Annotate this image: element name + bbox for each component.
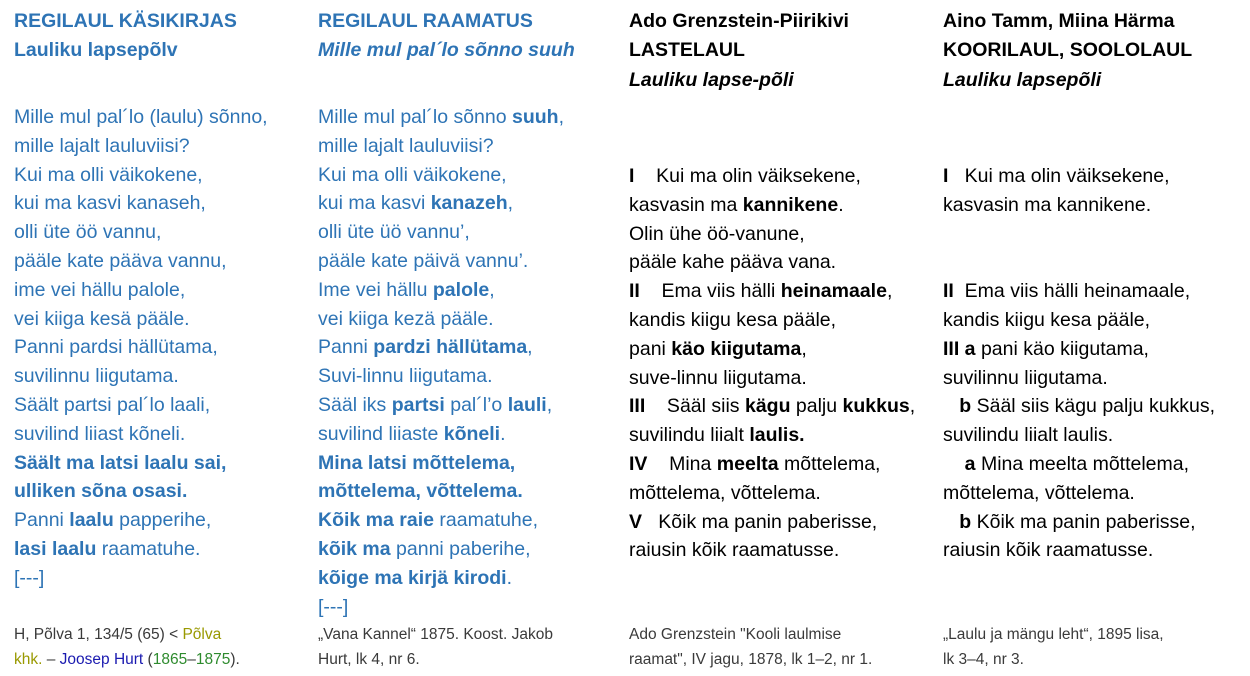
column-choir-song [943,0,1243,676]
source-note: „Laulu ja mängu leht“, 1895 lisa, lk 3–4, nr 3. [943,626,1164,668]
lyric-segment: , [886,280,893,303]
lyric-line [943,162,1215,191]
lyric-segment: Kõik ma panin paberisse, [642,510,878,533]
lyric-line [318,593,564,622]
lyric-segment: b [943,510,972,533]
lyric-segment: laalu [69,509,114,532]
lyric-segment: käo kiigutama [671,337,802,360]
source-note: Ado Grenzstein "Kooli laulmise raamat", IV jagu, 1878, lk 1–2, nr 1. [629,626,873,668]
lyric-line [943,364,1215,393]
lyric-segment: . [506,566,512,589]
lyric-line [629,306,915,335]
lyric-line [14,276,268,305]
lyric-segment: pani [629,337,672,360]
lyric-segment: kannikene [742,193,839,216]
lyric-segment: pani käo kiigutama, [975,337,1149,360]
lyric-line [943,392,1215,421]
lyric-segment: kõneli [443,422,501,445]
lyric-segment: pal´l’o [444,393,508,416]
lyric-segment: Säält ma latsi laalu sai, [14,451,227,474]
lyric-line [943,479,1215,508]
lyric-segment: mõttelema, [778,452,881,475]
lyrics-block [14,103,268,593]
lyric-segment: Ema viis hälli [639,280,781,303]
lyric-segment: kasvasin ma kannikene. [943,193,1152,216]
lyric-segment: pääle kahe pääva vana. [629,251,837,274]
lyric-segment: vei kiiga kesä pääle. [14,307,190,330]
lyric-line [629,479,915,508]
lyric-segment: raamatuhe, [433,509,539,532]
column-subtitle: Lauliku lapsepõlv [14,39,178,61]
lyric-line [318,218,564,247]
lyric-segment: palole [432,278,490,301]
lyric-segment: mõttelema, võttelema. [318,480,523,503]
lyric-line [14,218,268,247]
lyric-segment: kõige ma kirjä kirodi [318,566,507,589]
lyrics-block [629,162,915,565]
lyric-segment: , [489,278,495,301]
lyric-line [943,248,1215,277]
lyric-segment: , [546,393,553,416]
column-author: Aino Tamm, Miina Härma [943,10,1175,32]
lyric-segment: Mina [647,452,717,475]
lyric-segment: Panni [318,336,374,359]
lyric-segment: Olin ühe öö-vanune, [629,222,805,245]
lyric-line [629,277,915,306]
lyric-segment: Mille mul pal´lo (laulu) sõnno, [14,106,268,128]
lyric-segment: suve-linnu liigutama. [629,366,807,389]
column-subtitle: Lauliku lapse-põli [629,69,794,91]
lyric-line [318,362,564,391]
lyric-segment: olli üte üö vannu’, [318,221,470,244]
lyric-segment: II [943,280,954,303]
lyric-segment: raamatuhe. [96,537,201,560]
lyric-line [14,189,268,218]
lyric-line [318,564,564,593]
lyric-line [14,477,268,506]
lyric-line [943,421,1215,450]
lyric-line [629,364,915,393]
lyric-segment: Mille mul pal´lo sõnno [318,106,513,128]
lyric-line [318,506,564,535]
lyric-line [943,335,1215,364]
lyric-line [14,333,268,362]
lyric-segment: Kui ma olli väikokene, [14,163,203,186]
lyric-segment: b [943,395,972,418]
lyric-segment: kõik ma [318,537,391,560]
lyrics-block [943,162,1215,565]
lyric-segment: Ime vei hällu [318,278,433,301]
lyric-segment: , [558,106,565,128]
column-title: LASTELAUL [629,39,745,61]
lyric-segment: a [943,452,976,475]
lyric-line [318,420,564,449]
lyric-segment: [---] [14,566,45,589]
lyric-segment: papperihe, [113,509,212,532]
lyric-segment: , [801,337,807,360]
lyric-segment: suuh [512,106,559,128]
lyric-line [318,276,564,305]
lyric-line [629,191,915,220]
lyric-line [318,161,564,190]
lyric-line [943,191,1215,220]
source-collector: Joosep Hurt [59,651,144,668]
lyric-line [318,132,564,161]
lyric-segment: pääle kate pääva vannu, [14,249,227,272]
lyric-segment: [---] [318,595,349,618]
lyric-line [14,247,268,276]
lyric-line [318,189,564,218]
lyric-line [14,305,268,334]
lyric-segment: Kui ma olin väiksekene, [948,165,1170,187]
column-children-song [629,0,937,676]
lyric-segment: mõttelema, võttelema. [629,481,821,504]
lyric-segment: ime vei hällu palole, [14,278,186,301]
lyric-line [629,421,915,450]
lyric-segment: Kui ma olin väiksekene, [634,165,861,187]
lyric-segment: , [909,395,916,418]
lyric-line [943,450,1215,479]
lyric-segment: Sääl siis kägu palju kukkus, [971,395,1216,418]
lyric-segment: , [527,336,533,359]
lyric-line [943,306,1215,335]
lyric-line [14,506,268,535]
lyric-line [318,391,564,420]
source-note: „Vana Kannel“ 1875. Koost. Jakob Hurt, lk 4, nr 6. [318,626,553,668]
lyric-line [14,132,268,161]
lyric-segment: panni paberihe, [390,537,531,560]
lyric-segment: Panni [14,509,70,532]
lyrics-block [318,103,564,621]
lyric-line [318,333,564,362]
column-title: REGILAUL RAAMATUS [318,10,533,32]
lyric-line [318,535,564,564]
lyric-segment: laulis. [749,424,805,447]
column-manuscript [14,0,312,676]
lyric-line [318,477,564,506]
lyric-line [318,103,564,132]
lyric-segment: suvilinnu liigutama. [14,365,179,388]
lyric-line [629,392,915,421]
lyric-segment: lasi laalu [14,537,97,560]
column-title: KOORILAUL, SOOLOLAUL [943,39,1193,61]
lyric-line [14,391,268,420]
lyric-segment: partsi [391,393,445,416]
lyric-line [318,449,564,478]
column-book [318,0,624,676]
lyric-segment: . [838,193,844,216]
lyric-line [14,535,268,564]
lyric-segment: heinamaale [780,280,887,303]
lyric-segment: Panni pardsi hällütama, [14,336,218,359]
lyric-segment: suvilinnu liigutama. [943,366,1108,389]
lyric-segment: Kõik ma raie [318,509,434,532]
lyric-segment: mille lajalt lauluviisi? [318,134,494,157]
lyric-segment: Kui ma olli väikokene, [318,163,507,186]
lyric-segment: II [629,280,640,303]
lyric-segment: mõttelema, võttelema. [943,481,1135,504]
lyric-segment: pääle kate päivä vannu’. [318,249,529,272]
lyric-segment: Suvi-linnu liigutama. [318,365,493,388]
source-note: H, Põlva 1, 134/5 (65) < Põlva khk. – Joosep Hurt (1865–1875). [14,626,240,668]
lyric-line [943,536,1215,565]
lyric-segment: suvilindu liialt laulis. [943,424,1114,447]
lyric-segment: I [629,165,635,187]
lyric-line [14,362,268,391]
lyric-segment: suvilind liiaste [318,422,444,445]
lyric-line [14,161,268,190]
lyric-segment: . [500,422,506,445]
lyric-segment: Sääl siis [645,395,745,418]
lyric-line [14,449,268,478]
lyric-segment: , [507,192,514,215]
lyric-line [318,247,564,276]
lyric-line [629,508,915,537]
lyric-line [629,162,915,191]
lyric-segment: Säält partsi pal´lo laali, [14,393,211,416]
lyric-segment: suvilind liiast kõneli. [14,422,186,445]
lyric-segment: III [629,395,646,418]
lyric-segment: vei kiiga kezä pääle. [318,307,494,330]
lyric-segment: pardzi hällütama [373,336,528,359]
lyric-line [943,220,1215,249]
source-place: Põlva [182,626,222,643]
lyric-segment: kui ma kasvi [318,192,431,215]
lyric-line [14,103,268,132]
lyric-line [629,248,915,277]
column-title: REGILAUL KÄSIKIRJAS [14,10,237,32]
column-subtitle: Mille mul pal´lo sõnno suuh [318,39,575,61]
lyric-segment: kui ma kasvi kanaseh, [14,192,206,215]
lyric-line [629,536,915,565]
lyric-segment: olli üte öö vannu, [14,221,162,244]
lyric-segment: I [943,165,949,187]
lyric-segment: kandis kiigu kesa pääle, [943,308,1151,331]
lyric-segment: III a [943,337,976,360]
lyric-segment: Mina latsi mõttelema, [318,451,516,474]
lyric-segment: kandis kiigu kesa pääle, [629,308,837,331]
lyric-line [14,564,268,593]
lyric-line [943,277,1215,306]
lyric-segment: lauli [507,393,547,416]
lyric-segment: raiusin kõik raamatusse. [629,539,840,562]
column-subtitle: Lauliku lapsepõli [943,69,1102,91]
lyric-segment: IV [629,452,648,475]
lyric-segment: Kõik ma panin paberisse, [971,510,1196,533]
lyric-segment: kasvasin ma [629,193,743,216]
lyric-segment: suvilindu liialt [629,424,750,447]
lyric-segment: ulliken sõna osasi. [14,480,188,503]
lyric-line [318,305,564,334]
lyric-segment: Sääl iks [318,393,392,416]
column-author: Ado Grenzstein-Piirikivi [629,10,849,32]
lyric-segment: palju [790,395,843,418]
lyric-line [629,220,915,249]
lyric-segment: Mina meelta mõttelema, [975,452,1190,475]
lyric-line [629,450,915,479]
lyric-line [943,508,1215,537]
lyric-segment: kanazeh [430,192,508,215]
lyric-segment: meelta [716,452,779,475]
lyric-segment: kägu [744,395,791,418]
lyric-segment: V [629,510,643,533]
lyric-segment: Ema viis hälli heinamaale, [953,280,1191,303]
lyric-line [629,335,915,364]
lyric-segment: kukkus [842,395,910,418]
lyric-segment: raiusin kõik raamatusse. [943,539,1154,562]
lyric-segment: mille lajalt lauluviisi? [14,134,190,157]
lyric-line [14,420,268,449]
